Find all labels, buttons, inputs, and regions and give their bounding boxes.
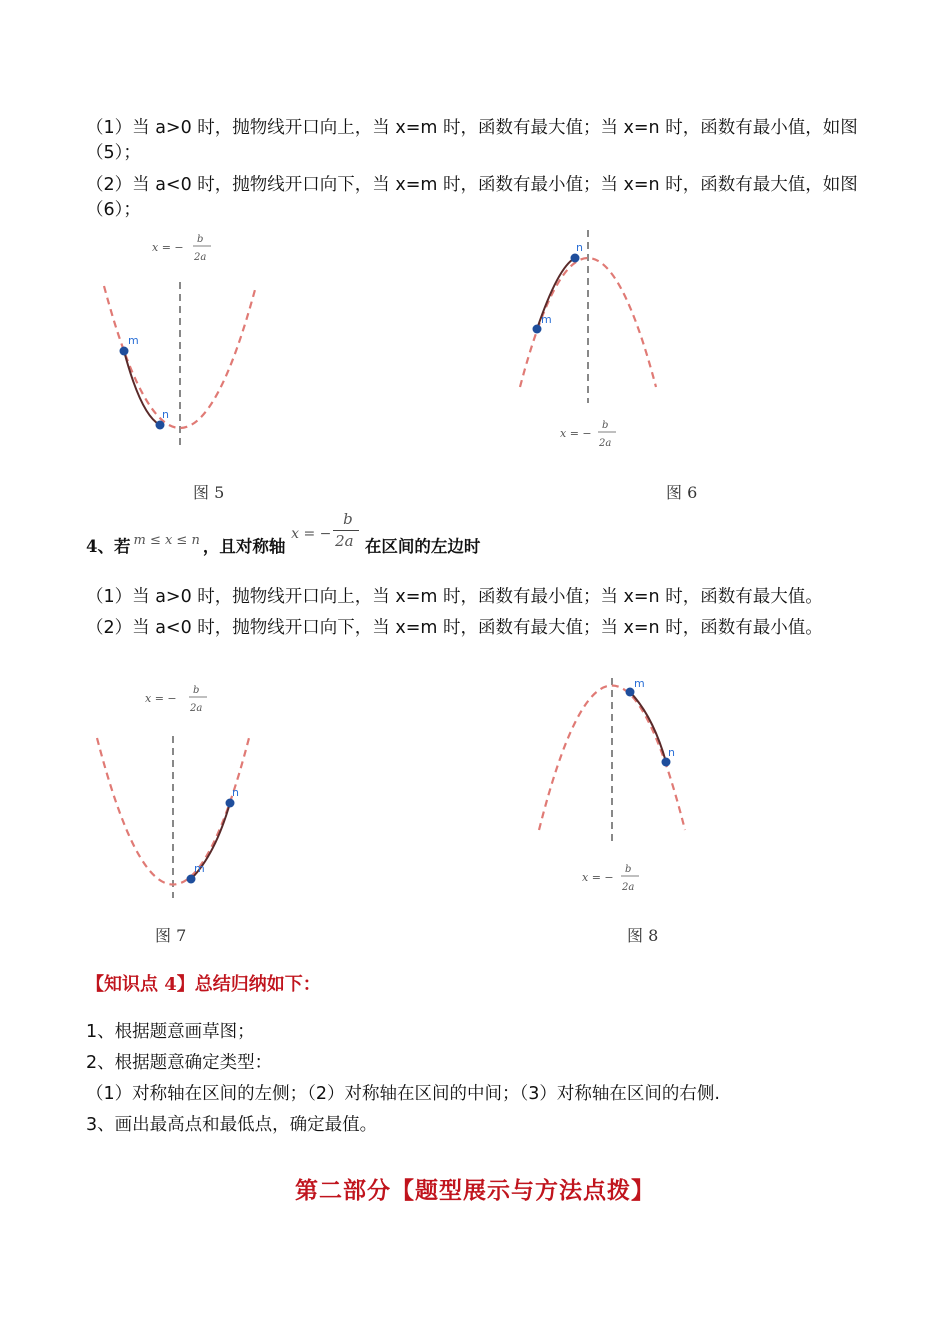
axis-label-prefix: x = − [145, 692, 177, 705]
point-m [120, 347, 129, 356]
figure-6 [510, 225, 670, 453]
label-n: n [162, 408, 169, 421]
figure-7 [90, 678, 260, 903]
point-n [571, 254, 580, 263]
caption-fig8: 图 8 [627, 926, 659, 945]
case4-heading [86, 509, 481, 558]
axis-label-den: 2a [190, 703, 203, 714]
axis-label-num: b [625, 864, 632, 875]
axis-label-prefix: x = − [152, 241, 184, 254]
case4-prefix: 4、若 [86, 537, 131, 556]
case4-axis-formula: x = − b 2a [291, 538, 359, 558]
case4-condition: m ≤ x ≤ n [133, 533, 200, 548]
section-title: 第二部分【题型展示与方法点拨】 [295, 1177, 655, 1204]
arc-m-n [124, 351, 160, 425]
figure-8 [530, 672, 695, 897]
knowledge4-item-2: 2、根据题意确定类型： [86, 1053, 273, 1073]
label-n: n [668, 746, 675, 759]
case4-line-2: （2）当 a<0 时，抛物线开口向下，当 x=m 时，函数有最大值；当 x=n 时，函数有最小值。 [86, 618, 823, 638]
label-m: m [541, 313, 552, 326]
knowledge4-heading: 【知识点 4】总结归纳如下： [86, 974, 321, 995]
label-m: m [194, 862, 205, 875]
label-n: n [232, 786, 239, 799]
label-m: m [634, 677, 645, 690]
axis-label-num: b [602, 420, 609, 431]
intro-paragraph-2: （2）当 a<0 时，抛物线开口向下，当 x=m 时，函数有最小值；当 x=n 时，函数有最大值，如图（6）； [86, 175, 858, 220]
knowledge4-item-3: （1）对称轴在区间的左侧；（2）对称轴在区间的中间；（3）对称轴在区间的右侧. [86, 1084, 720, 1104]
point-n [226, 799, 235, 808]
axis-label-prefix: x = − [560, 427, 592, 440]
axis-label-num: b [193, 685, 200, 696]
intro-paragraph-1: （1）当 a>0 时，抛物线开口向上，当 x=m 时，函数有最大值；当 x=n 时，函数有最小值，如图（5）； [86, 118, 858, 163]
case4-suffix: 在区间的左边时 [364, 537, 481, 556]
caption-fig5: 图 5 [193, 483, 225, 502]
knowledge4-item-1: 1、根据题意画草图； [86, 1022, 255, 1042]
axis-label-den: 2a [194, 252, 207, 263]
axis-label-den: 2a [599, 438, 612, 449]
label-n: n [576, 241, 583, 254]
axis-label-prefix: x = − [582, 871, 614, 884]
label-m: m [128, 334, 139, 347]
point-n [156, 421, 165, 430]
figure-5 [90, 230, 280, 455]
knowledge4-item-4: 3、画出最高点和最低点，确定最值。 [86, 1115, 378, 1135]
caption-fig7: 图 7 [155, 926, 187, 945]
case4-line-1: （1）当 a>0 时，抛物线开口向上，当 x=m 时，函数有最小值；当 x=n 时，函数有最大值。 [86, 587, 823, 607]
axis-label-num: b [197, 234, 204, 245]
caption-fig6: 图 6 [666, 483, 698, 502]
case4-middle: ，且对称轴 [202, 537, 286, 556]
point-m [187, 875, 196, 884]
axis-label-den: 2a [622, 882, 635, 893]
